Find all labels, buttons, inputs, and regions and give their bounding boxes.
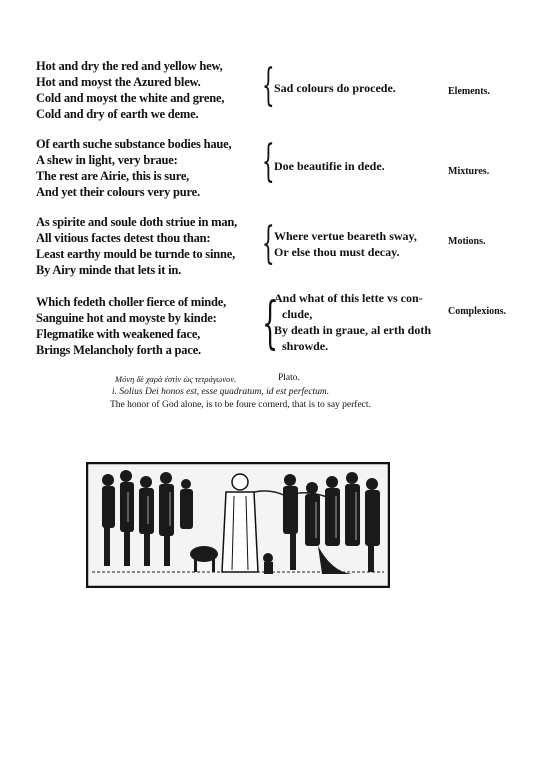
- couplet-elements: [274, 80, 396, 96]
- brace-icon: {: [262, 218, 275, 269]
- couplet-line: Or else thou must decay.: [274, 245, 400, 259]
- couplet-line: By death in graue, al erth doth: [274, 323, 432, 337]
- couplet-complexions: [274, 290, 431, 354]
- verse-line: Brings Melancholy forth a pace.: [36, 343, 201, 357]
- couplet-line: Doe beautifie in dede.: [274, 159, 385, 173]
- couplet-line: clude,: [282, 307, 313, 321]
- couplet-line: Where vertue beareth sway,: [274, 229, 417, 243]
- greek-quote: Μόνη δὲ χαρὰ ἐστὶν ὡς τετράγωνον.: [115, 374, 237, 384]
- stanza-elements: [36, 58, 266, 122]
- verse-line: And yet their colours very pure.: [36, 185, 200, 199]
- couplet-line: shrowde.: [282, 339, 329, 353]
- brace-icon: {: [262, 136, 275, 187]
- latin-gloss: i. Solius Dei honos est, esse quadratum, id est perfectum.: [112, 387, 330, 397]
- verse-line: As spirite and soule doth striue in man,: [36, 215, 238, 229]
- verse-line: Cold and dry of earth we deme.: [36, 107, 199, 121]
- verse-line: Hot and dry the red and yellow hew,: [36, 59, 223, 73]
- couplet-line: And what of this lette vs con-: [274, 291, 423, 305]
- verse-line: By Airy minde that lets it in.: [36, 263, 182, 277]
- couplet-line: Sad colours do procede.: [274, 81, 396, 95]
- verse-line: A shew in light, very braue:: [36, 153, 178, 167]
- verse-line: Which fedeth choller fierce of minde,: [36, 295, 227, 309]
- side-note-mixtures: Mixtures.: [448, 166, 490, 177]
- couplet-mixtures: [274, 158, 385, 174]
- verse-line: Least earthy mould be turnde to sinne,: [36, 247, 236, 261]
- verse-line: Flegmatike with weakened face,: [36, 327, 201, 341]
- stanza-motions: [36, 214, 266, 278]
- woodcut-procession-icon: [86, 462, 390, 588]
- side-note-complexions: Complexions.: [448, 306, 507, 317]
- stanza-mixtures: [36, 136, 266, 200]
- verse-line: Sanguine hot and moyste by kinde:: [36, 311, 217, 325]
- english-gloss: The honor of God alone, is to be foure cornerd, that is to say perfect.: [110, 400, 371, 410]
- brace-icon: {: [262, 291, 279, 356]
- verse-line: All vitious factes detest thou than:: [36, 231, 211, 245]
- brace-icon: {: [262, 60, 275, 111]
- verse-line: The rest are Airie, this is sure,: [36, 169, 190, 183]
- stanza-complexions: [36, 294, 266, 358]
- side-note-elements: Elements.: [448, 86, 490, 97]
- verse-line: Cold and moyst the white and grene,: [36, 91, 225, 105]
- side-note-motions: Motions.: [448, 236, 486, 247]
- couplet-motions: [274, 228, 417, 260]
- verse-line: Of earth suche substance bodies haue,: [36, 137, 232, 151]
- attribution: Plato.: [278, 373, 300, 383]
- verse-line: Hot and moyst the Azured blew.: [36, 75, 201, 89]
